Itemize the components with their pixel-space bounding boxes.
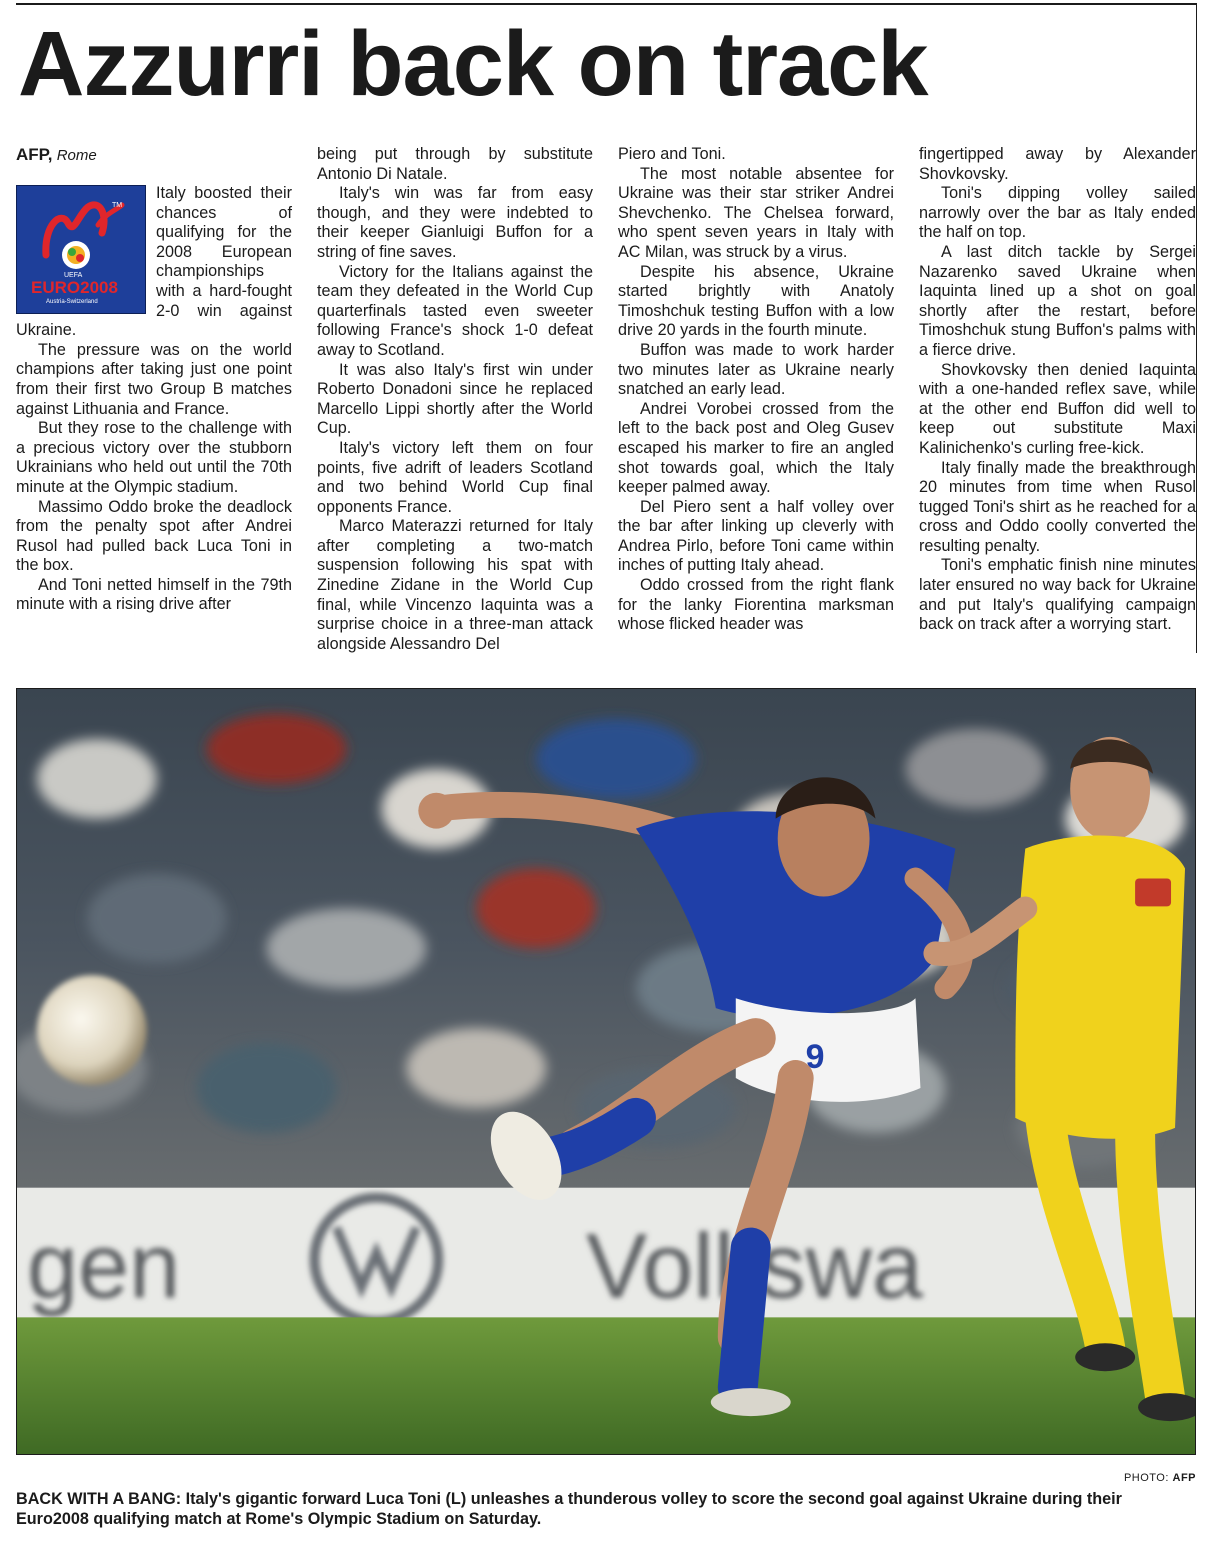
paragraph: Italy boosted their chances of qualifying for the 2008 European championships with a hard-fought 2-0 win against Ukraine. xyxy=(16,184,292,340)
banner-text-right: Volkswa xyxy=(586,1215,923,1318)
paragraph: Del Piero sent a half volley over the bar after linking up cleverly with Andrea Pirlo, before Toni came within inches of putting Italy ahead. xyxy=(618,497,894,575)
paragraph: Despite his absence, Ukraine started brightly with Anatoly Timoshchuk testing Buffon with a low drive 20 yards in the fourth minute. xyxy=(618,262,894,340)
byline-agency: AFP, xyxy=(16,145,53,164)
jersey-number: 9 xyxy=(805,1038,825,1077)
byline-city: Rome xyxy=(56,147,97,164)
caption-text: Italy's gigantic forward Luca Toni (L) unleashes a thunderous volley to score the second goal against Ukraine during their Euro2008 qualifying match at Rome's Olympic Stadium on Saturday. xyxy=(16,1490,1122,1528)
article-column-3 xyxy=(618,145,894,635)
photo-credit xyxy=(1124,1472,1196,1485)
article-column-1 xyxy=(16,184,292,615)
paragraph: Massimo Oddo broke the deadlock from the penalty spot after Andrei Rusol had pulled back Luca Toni in the box. xyxy=(16,497,292,575)
paragraph: Toni's emphatic finish nine minutes later ensured no way back for Ukraine and put Italy's qualifying campaign back on track after a worrying start. xyxy=(919,556,1196,634)
logo-euro2008-text: EURO2008 xyxy=(31,278,118,297)
paragraph: Andrei Vorobei crossed from the left to the back post and Oleg Gusev escaped his marker to fire an angled shot towards goal, which the Italy keeper palmed away. xyxy=(618,399,894,497)
logo-subtext: Austria-Switzerland xyxy=(46,299,98,305)
paragraph: The most notable absentee for Ukraine was their star striker Andrei Shevchenko. The Chelsea forward, who spent seven years in Italy with AC Milan, was struck by a virus. xyxy=(618,164,894,261)
match-photo xyxy=(16,688,1196,1455)
logo-tm: TM xyxy=(112,202,123,209)
headline: Azzurri back on track xyxy=(18,13,928,115)
paragraph: Italy's win was far from easy though, and they were indebted to their keeper Gianluigi Buffon for a string of fine saves. xyxy=(317,184,593,261)
banner-text-left: gen xyxy=(26,1215,181,1318)
paragraph: Italy finally made the breakthrough 20 minutes from time when Rusol tugged Toni's shirt as he reached for a cross and Oddo coolly converted the resulting penalty. xyxy=(919,458,1196,555)
article-column-4 xyxy=(919,145,1196,635)
paragraph: Oddo crossed from the right flank for the lanky Fiorentina marksman whose flicked header was xyxy=(618,576,894,634)
byline xyxy=(16,146,97,165)
paragraph: The pressure was on the world champions after taking just one point from their first two Group B matches against Lithuania and France. xyxy=(16,340,292,418)
article-column-2 xyxy=(317,145,593,654)
paragraph: It was also Italy's first win under Roberto Donadoni since he replaced Marcello Lippi shortly after the World Cup. xyxy=(317,360,593,438)
paragraph: And Toni netted himself in the 79th minute with a rising drive after xyxy=(16,575,292,614)
paragraph: Buffon was made to work harder two minutes later as Ukraine nearly snatched an early lead. xyxy=(618,340,894,399)
paragraph: Marco Materazzi returned for Italy after completing a two-match suspension following his spat with Zinedine Zidane in the World Cup final, while Vincenzo Iaquinta was a surprise choice in a three-man attack alongside Alessandro Del xyxy=(317,517,593,653)
paragraph: fingertipped away by Alexander Shovkovsky. xyxy=(919,145,1196,183)
paragraph: Piero and Toni. xyxy=(618,145,726,163)
football-icon xyxy=(37,975,147,1085)
photo-credit-label: PHOTO: xyxy=(1123,1472,1169,1484)
photo-credit-source: AFP xyxy=(1172,1472,1196,1484)
photo-caption xyxy=(16,1489,1196,1529)
pitch xyxy=(17,1317,1195,1454)
paragraph: Italy's victory left them on four points, five adrift of leaders Scotland and two behind World Cup final opponents France. xyxy=(317,438,593,516)
paragraph: But they rose to the challenge with a precious victory over the stubborn Ukrainians who held out until the 70th minute at the Olympic stadium. xyxy=(16,419,292,496)
paragraph: Victory for the Italians against the team they defeated in the World Cup quarterfinals tasted even sweeter following France's shock 1-0 defeat away to Scotland. xyxy=(317,262,593,359)
paragraph: being put through by substitute Antonio Di Natale. xyxy=(317,145,593,183)
caption-lead: BACK WITH A BANG: xyxy=(16,1490,182,1508)
right-rule xyxy=(1196,3,1197,653)
paragraph: A last ditch tackle by Sergei Nazarenko saved Ukraine when Iaquinta lined up a shot on goal shortly after the restart, before Timoshchuk stung Buffon's palms with a fierce drive. xyxy=(919,242,1196,359)
top-rule xyxy=(16,3,1196,5)
logo-uefa: UEFA xyxy=(64,272,83,279)
logo-wrap-space xyxy=(16,184,156,320)
paragraph: Toni's dipping volley sailed narrowly over the bar as Italy ended the half on top. xyxy=(919,184,1196,242)
paragraph: Shovkovsky then denied Iaquinta with a one-handed reflex save, while at the other end Buffon did well to keep out substitute Maxi Kalinichenko's curling free-kick. xyxy=(919,360,1196,457)
